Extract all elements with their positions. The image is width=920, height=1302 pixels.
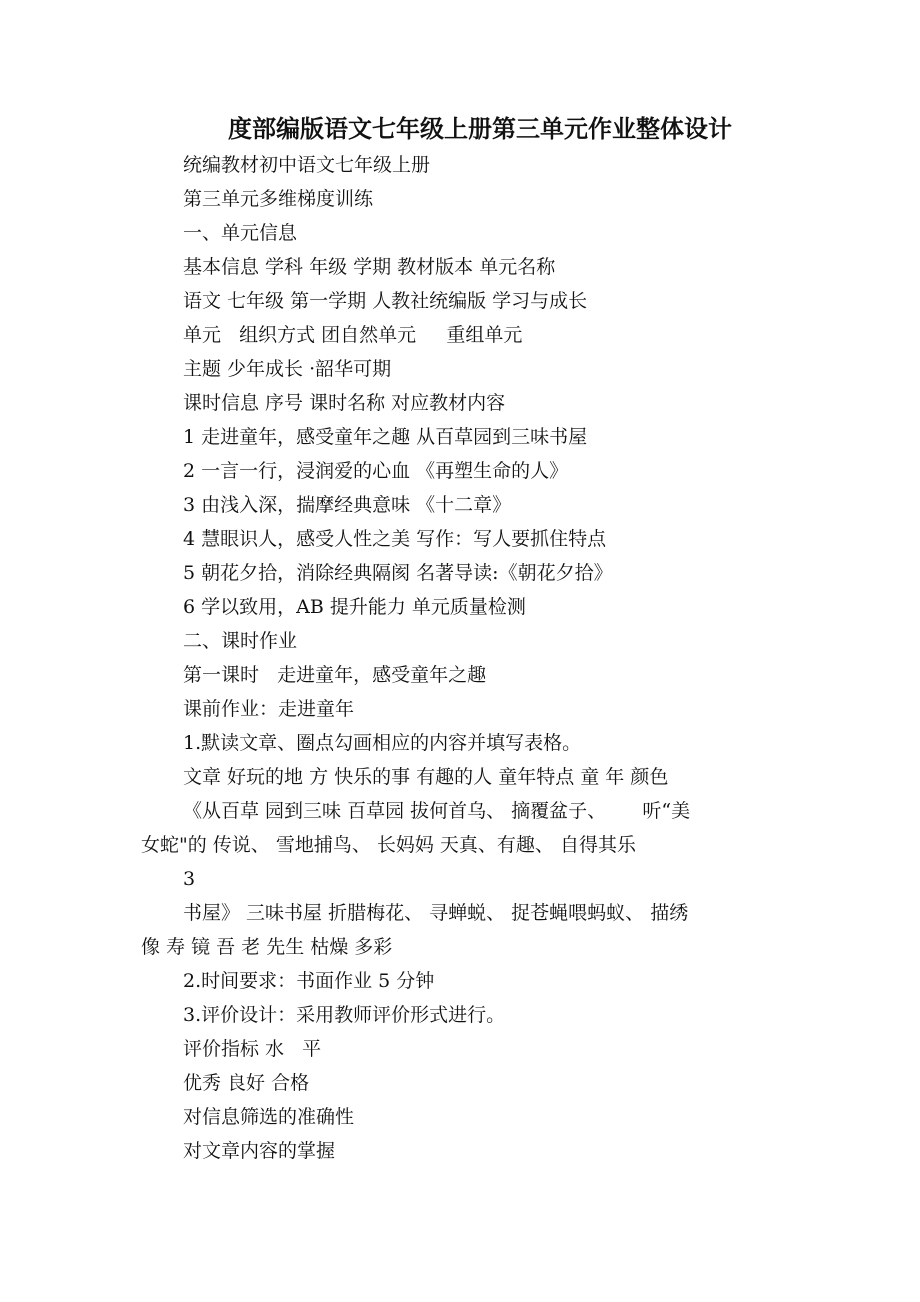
lesson-row-3: 3 由浅入深，揣摩经典意味 《十二章》 (183, 494, 512, 516)
unit-organization-row: 单元 组织方式 团自然单元 重组单元 (183, 324, 523, 346)
lesson-row-2: 2 一言一行，浸润爱的心血 《再塑生命的人》 (183, 460, 569, 482)
evaluation-header: 评价指标 水 平 (183, 1038, 322, 1060)
table-row-2a: 书屋》 三味书屋 折腊梅花、 寻蝉蜕、 捉苍蝇喂蚂蚁、 描绣 (183, 902, 689, 924)
lesson-row-4: 4 慧眼识人，感受人性之美 写作：写人要抓住特点 (183, 528, 607, 550)
lesson-row-6: 6 学以致用，AB 提升能力 单元质量检测 (183, 596, 526, 618)
table-row-2b: 像 寿 镜 吾 老 先生 枯燥 多彩 (141, 936, 393, 958)
lesson-one-heading: 第一课时 走进童年，感受童年之趣 (183, 664, 487, 686)
document-body (0, 148, 920, 1168)
criterion-2: 对文章内容的掌握 (183, 1140, 336, 1162)
lesson-row-5: 5 朝花夕拾，消除经典隔阂 名著导读:《朝花夕拾》 (183, 562, 613, 584)
theme-row: 主题 少年成长 ·韶华可期 (183, 358, 392, 380)
time-requirement: 2.时间要求：书面作业 5 分钟 (183, 970, 435, 992)
lesson-row-1: 1 走进童年，感受童年之趣 从百草园到三味书屋 (183, 426, 588, 448)
pre-class-homework: 课前作业：走进童年 (183, 698, 355, 720)
document-title: 度部编版语文七年级上册第三单元作业整体设计 (228, 115, 732, 143)
table-row-1a: 《从百草 园到三味 百草园 拔何首乌、 摘覆盆子、 听“美 (183, 800, 691, 822)
section-heading-unit-info: 一、单元信息 (183, 222, 298, 244)
unit-subtitle: 第三单元多维梯度训练 (183, 188, 374, 210)
evaluation-levels: 优秀 良好 合格 (183, 1072, 310, 1094)
task-1: 1.默读文章、圈点勾画相应的内容并填写表格。 (183, 732, 582, 754)
table-header-row: 文章 好玩的地 方 快乐的事 有趣的人 童年特点 童 年 颜色 (183, 766, 669, 788)
table-row-number: 3 (183, 868, 196, 890)
evaluation-design: 3.评价设计：采用教师评价形式进行。 (183, 1004, 506, 1026)
section-heading-homework: 二、课时作业 (183, 630, 298, 652)
info-value-row: 语文 七年级 第一学期 人教社统编版 学习与成长 (183, 290, 588, 312)
lesson-info-header-row: 课时信息 序号 课时名称 对应教材内容 (183, 392, 506, 414)
criterion-1: 对信息筛选的准确性 (183, 1106, 355, 1128)
subject-line: 统编教材初中语文七年级上册 (183, 154, 431, 176)
info-header-row: 基本信息 学科 年级 学期 教材版本 单元名称 (183, 256, 556, 278)
table-row-1b: 女蛇"的 传说、 雪地捕鸟、 长妈妈 天真、有趣、 自得其乐 (141, 834, 636, 856)
